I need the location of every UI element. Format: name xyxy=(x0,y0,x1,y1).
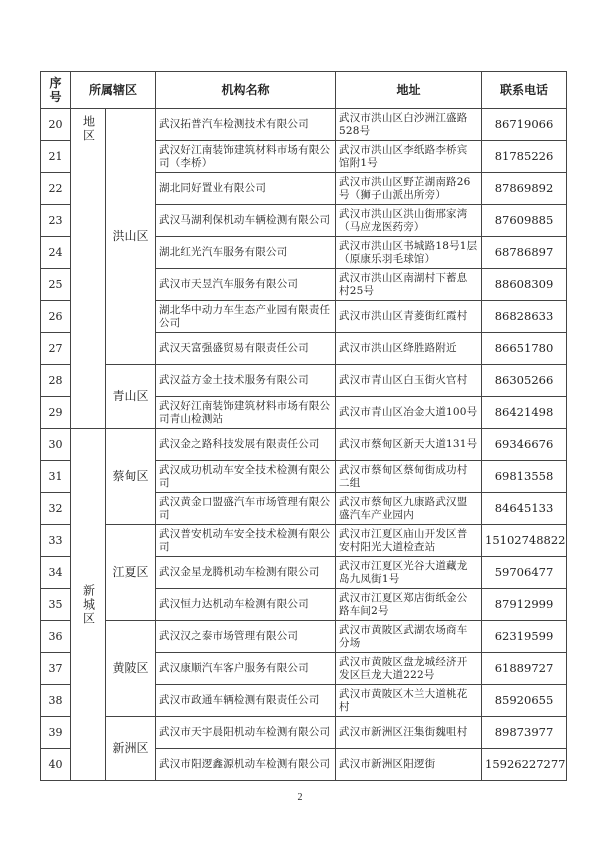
row-name: 武汉好江南装饰建筑材料市场有限公司青山检测站 xyxy=(156,397,336,429)
header-area: 所属辖区 xyxy=(71,72,156,109)
table-row xyxy=(41,429,567,461)
area-cell-top xyxy=(71,109,106,429)
row-seq: 20 xyxy=(41,109,71,141)
row-phone: 85920655 xyxy=(482,685,567,717)
row-addr: 武汉市洪山区南湖村下蓄息村25号 xyxy=(336,269,482,301)
row-addr: 武汉市青山区白玉街火官村 xyxy=(336,365,482,397)
row-name: 武汉市天宇晨阳机动车检测有限公司 xyxy=(156,717,336,749)
row-phone: 62319599 xyxy=(482,621,567,653)
row-seq: 22 xyxy=(41,173,71,205)
district-hongshan: 洪山区 xyxy=(106,109,156,365)
row-phone: 81785226 xyxy=(482,141,567,173)
row-seq: 36 xyxy=(41,621,71,653)
row-phone: 86719066 xyxy=(482,109,567,141)
row-seq: 28 xyxy=(41,365,71,397)
table-row xyxy=(41,525,567,557)
row-phone: 87869892 xyxy=(482,173,567,205)
header-name: 机构名称 xyxy=(156,72,336,109)
row-name: 湖北华中动力车生态产业园有限责任公司 xyxy=(156,301,336,333)
row-addr: 武汉市洪山区野芷湖南路26号（狮子山派出所旁） xyxy=(336,173,482,205)
row-phone: 69813558 xyxy=(482,461,567,493)
row-seq: 34 xyxy=(41,557,71,589)
row-addr: 武汉市江夏区光谷大道藏龙岛九凤街1号 xyxy=(336,557,482,589)
row-phone: 86305266 xyxy=(482,365,567,397)
row-name: 武汉益方金土技术服务有限公司 xyxy=(156,365,336,397)
row-phone: 87609885 xyxy=(482,205,567,237)
row-seq: 33 xyxy=(41,525,71,557)
row-seq: 27 xyxy=(41,333,71,365)
header-seq: 序号 xyxy=(41,72,71,109)
row-addr: 武汉市洪山区白沙洲江盛路528号 xyxy=(336,109,482,141)
row-name: 武汉好江南装饰建筑材料市场有限公司（李桥） xyxy=(156,141,336,173)
area-label-new-city: 新城区 xyxy=(81,583,96,626)
row-addr: 武汉市新洲区汪集街魏咀村 xyxy=(336,717,482,749)
row-name: 武汉金之路科技发展有限责任公司 xyxy=(156,429,336,461)
row-phone: 15926227277 xyxy=(482,749,567,781)
row-name: 湖北同好置业有限公司 xyxy=(156,173,336,205)
row-seq: 32 xyxy=(41,493,71,525)
row-name: 湖北红光汽车服务有限公司 xyxy=(156,237,336,269)
row-name: 武汉天富强盛贸易有限责任公司 xyxy=(156,333,336,365)
row-addr: 武汉市洪山区李纸路李桥宾馆附1号 xyxy=(336,141,482,173)
row-seq: 38 xyxy=(41,685,71,717)
row-phone: 86828633 xyxy=(482,301,567,333)
row-addr: 武汉市黄陂区武湖农场商车分场 xyxy=(336,621,482,653)
row-addr: 武汉市青山区冶金大道100号 xyxy=(336,397,482,429)
row-seq: 23 xyxy=(41,205,71,237)
district-xinzhou: 新洲区 xyxy=(106,717,156,781)
row-phone: 88608309 xyxy=(482,269,567,301)
row-addr: 武汉市洪山区书城路18号1层（原康乐羽毛球馆） xyxy=(336,237,482,269)
table-header-row xyxy=(41,72,567,109)
row-name: 武汉马湖利保机动车辆检测有限公司 xyxy=(156,205,336,237)
row-seq: 35 xyxy=(41,589,71,621)
row-seq: 24 xyxy=(41,237,71,269)
row-phone: 15102748822 xyxy=(482,525,567,557)
row-phone: 84645133 xyxy=(482,493,567,525)
row-addr: 武汉市江夏区庙山开发区普安村阳光大道检查站 xyxy=(336,525,482,557)
row-name: 武汉汉之泰市场管理有限公司 xyxy=(156,621,336,653)
row-addr: 武汉市黄陂区木兰大道桃花村 xyxy=(336,685,482,717)
row-seq: 31 xyxy=(41,461,71,493)
row-name: 武汉市天昱汽车服务有限公司 xyxy=(156,269,336,301)
row-addr: 武汉市洪山区青菱街红霞村 xyxy=(336,301,482,333)
area-cell-new-city xyxy=(71,429,106,781)
district-caidian: 蔡甸区 xyxy=(106,429,156,525)
row-addr: 武汉市蔡甸区九康路武汉盟盛汽车产业园内 xyxy=(336,493,482,525)
district-huangpi: 黄陂区 xyxy=(106,621,156,717)
row-name: 武汉市阳逻鑫源机动车检测有限公司 xyxy=(156,749,336,781)
row-phone: 68786897 xyxy=(482,237,567,269)
row-addr: 武汉市洪山区洪山街邢家湾（马应龙医药旁） xyxy=(336,205,482,237)
page-number: 2 xyxy=(297,792,303,803)
row-name: 武汉成功机动车安全技术检测有限公司 xyxy=(156,461,336,493)
row-addr: 武汉市蔡甸区蔡甸街成功村二组 xyxy=(336,461,482,493)
row-phone: 89873977 xyxy=(482,717,567,749)
row-addr: 武汉市新洲区阳逻街 xyxy=(336,749,482,781)
vehicle-inspection-table xyxy=(40,71,567,781)
header-addr: 地址 xyxy=(336,72,482,109)
registry-table-container xyxy=(40,71,567,781)
row-name: 武汉普安机动车安全技术检测有限公司 xyxy=(156,525,336,557)
district-jiangxia: 江夏区 xyxy=(106,525,156,621)
row-phone: 61889727 xyxy=(482,653,567,685)
row-name: 武汉拓普汽车检测技术有限公司 xyxy=(156,109,336,141)
row-phone: 59706477 xyxy=(482,557,567,589)
row-seq: 21 xyxy=(41,141,71,173)
table-row xyxy=(41,109,567,141)
row-name: 武汉黄金口盟盛汽车市场管理有限公司 xyxy=(156,493,336,525)
row-addr: 武汉市洪山区绛胜路附近 xyxy=(336,333,482,365)
row-name: 武汉康顺汽车客户服务有限公司 xyxy=(156,653,336,685)
table-row xyxy=(41,621,567,653)
row-seq: 26 xyxy=(41,301,71,333)
row-phone: 86651780 xyxy=(482,333,567,365)
row-phone: 86421498 xyxy=(482,397,567,429)
row-addr: 武汉市黄陂区盘龙城经济开发区巨龙大道222号 xyxy=(336,653,482,685)
row-name: 武汉金星龙腾机动车检测有限公司 xyxy=(156,557,336,589)
table-row xyxy=(41,365,567,397)
row-seq: 25 xyxy=(41,269,71,301)
row-name: 武汉市政通车辆检测有限责任公司 xyxy=(156,685,336,717)
area-label-top: 地区 xyxy=(81,115,96,143)
header-phone: 联系电话 xyxy=(482,72,567,109)
row-name: 武汉恒力达机动车检测有限公司 xyxy=(156,589,336,621)
district-qingshan: 青山区 xyxy=(106,365,156,429)
row-phone: 69346676 xyxy=(482,429,567,461)
row-addr: 武汉市蔡甸区新天大道131号 xyxy=(336,429,482,461)
row-phone: 87912999 xyxy=(482,589,567,621)
row-seq: 37 xyxy=(41,653,71,685)
row-seq: 29 xyxy=(41,397,71,429)
row-addr: 武汉市江夏区郑店街纸金公路车间2号 xyxy=(336,589,482,621)
row-seq: 30 xyxy=(41,429,71,461)
row-seq: 40 xyxy=(41,749,71,781)
table-row xyxy=(41,717,567,749)
row-seq: 39 xyxy=(41,717,71,749)
